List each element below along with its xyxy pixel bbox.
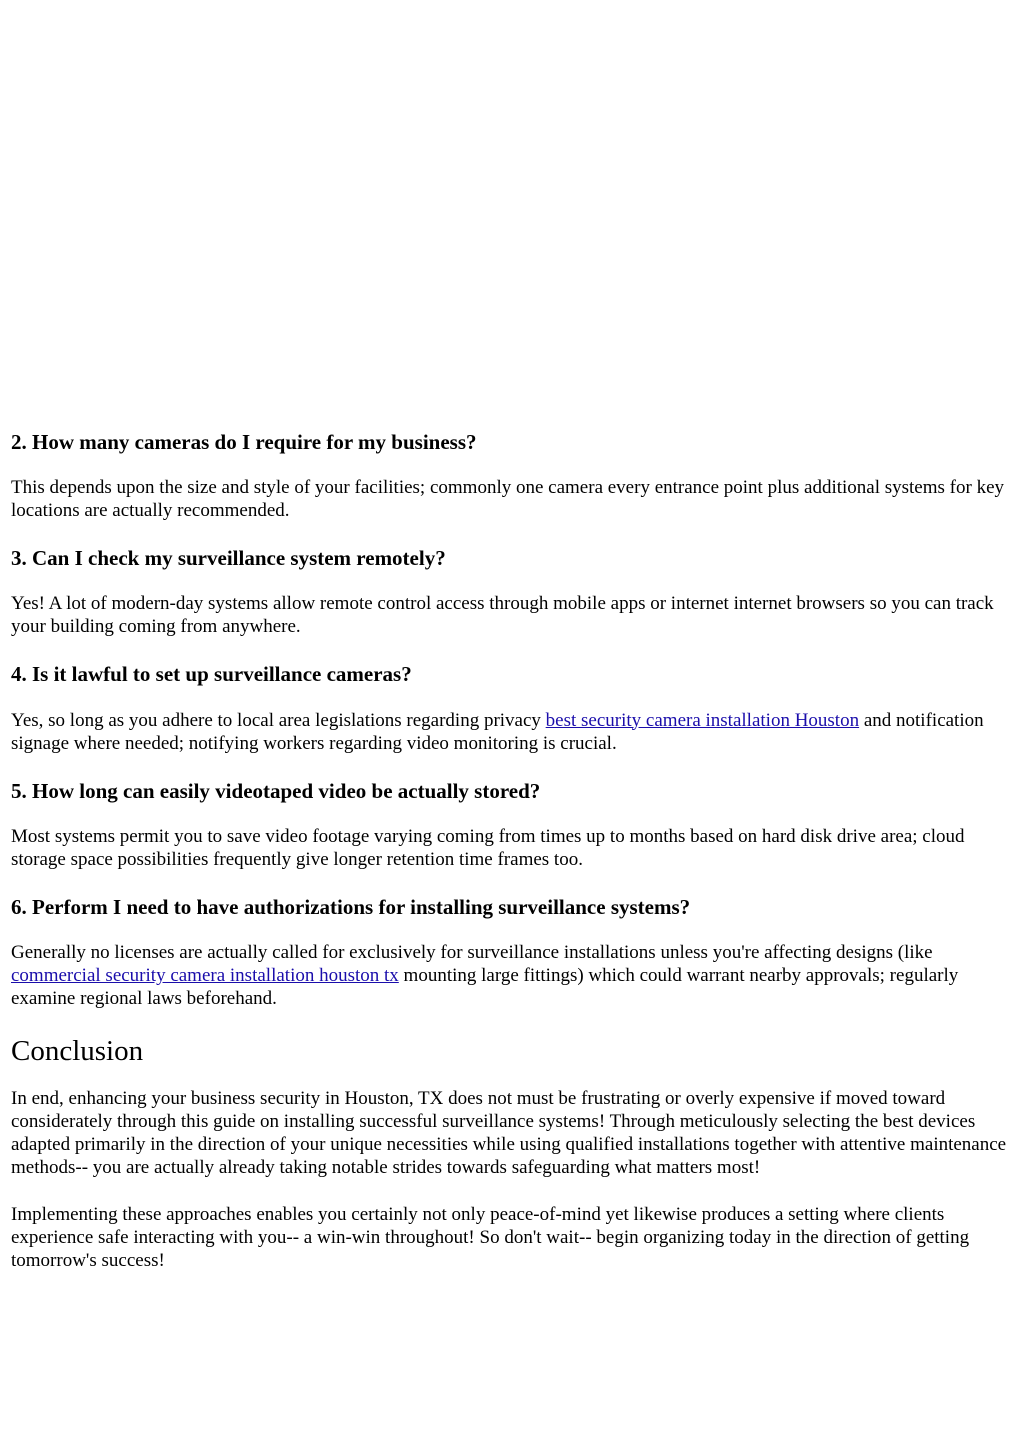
faq-answer-lawful — [11, 709, 1014, 755]
faq-answer-lawful-text-after: and notification signage where needed; notifying workers regarding video monitoring is crucial. — [11, 709, 984, 754]
faq-answer-authorizations-text-after: mounting large fittings) which could warrant nearby approvals; regularly examine regional laws beforehand. — [11, 964, 959, 1009]
faq-heading-cameras-count: 2. How many cameras do I require for my business? — [11, 430, 477, 454]
article-body — [11, 430, 1014, 1296]
faq-answer-cameras-count: This depends upon the size and style of your facilities; commonly one camera every entrance point plus additional systems for key locations are actually recommended. — [11, 477, 1005, 522]
conclusion-paragraph: In end, enhancing your business security in Houston, TX does not must be frustrating or overly expensive if moved toward considerately through this guide on installing successful surveillance systems! Through meticulously selecting the best devices adapted primarily in the direction of your unique necessities while using qualified installations together with attentive maintenance methods-- you are actually already taking notable strides towards safeguarding what matters most! — [11, 1087, 1007, 1178]
faq-heading-storage: 5. How long can easily videotaped video be actually stored? — [11, 778, 541, 803]
faq-answer-storage: Most systems permit you to save video footage varying coming from times up to months based on hard disk drive area; cloud storage space possibilities frequently give longer retention time frames too. — [11, 825, 965, 870]
best-security-camera-link[interactable]: best security camera installation Houston — [545, 709, 860, 731]
faq-answer-remote-check: Yes! A lot of modern-day systems allow remote control access through mobile apps or internet internet browsers so you can track your building coming from anywhere. — [11, 593, 994, 638]
faq-answer-lawful-text-before: Yes, so long as you adhere to local area legislations regarding privacy — [11, 709, 546, 731]
faq-answer-authorizations — [11, 941, 1014, 1010]
conclusion-paragraph: Implementing these approaches enables you certainly not only peace-of-mind yet likewise produces a setting where clients experience safe interacting with you-- a win-win throughout! So don't wait-- begin organizing today in the direction of getting tomorrow's success! — [11, 1203, 970, 1271]
faq-heading-lawful: 4. Is it lawful to set up surveillance cameras? — [11, 662, 412, 687]
faq-answer-authorizations-text-before: Generally no licenses are actually called for exclusively for surveillance installations unless you're affecting designs (like — [11, 941, 933, 963]
faq-heading-remote-check: 3. Can I check my surveillance system remotely? — [11, 546, 446, 571]
conclusion-heading: Conclusion — [11, 1034, 144, 1067]
commercial-security-camera-link[interactable]: commercial security camera installation houston tx — [11, 964, 399, 986]
faq-heading-authorizations: 6. Perform I need to have authorizations for installing surveillance systems? — [11, 894, 691, 919]
